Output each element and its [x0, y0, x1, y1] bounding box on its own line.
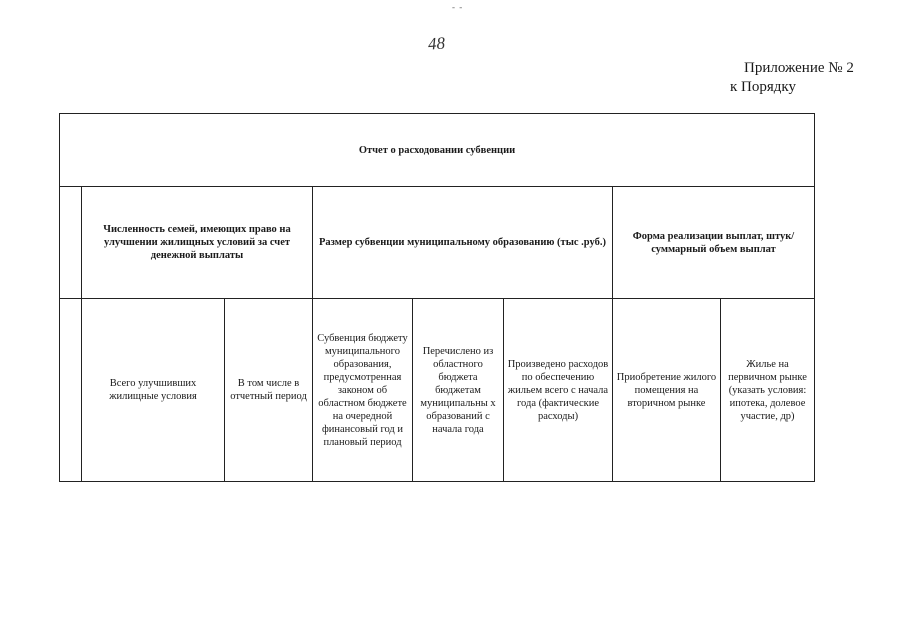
blank-narrow-cell: [60, 299, 82, 482]
table-column-header-row: [60, 299, 815, 482]
blank-narrow-cell: [60, 187, 82, 299]
column-header-total-improved: Всего улучшивших жилищные условия: [82, 299, 225, 482]
appendix-label: Приложение № 2: [744, 60, 854, 76]
column-header-transferred: Перечислено из областного бюджета бюджетам муниципальны х образований с начала года: [413, 299, 504, 482]
table-group-header-row: [60, 187, 815, 299]
group-header-families: Численность семей, имеющих право на улучшении жилищных условий за счет денежной выплаты: [82, 187, 313, 299]
column-header-secondary-market: Приобретение жилого помещения на вторичном рынке: [613, 299, 721, 482]
table-title-row: [60, 114, 815, 187]
page-number: 48: [427, 33, 446, 54]
subvention-report-table: [59, 113, 815, 482]
column-header-in-period: В том числе в отчетный период: [225, 299, 313, 482]
column-header-subvention-budget: Субвенция бюджету муниципального образования, предусмотренная законом об областном бюджете на очередной финансовый год и плановый период: [313, 299, 413, 482]
group-header-subvention-size: Размер субвенции муниципальному образованию (тыс .руб.): [313, 187, 613, 299]
table-title: Отчет о расходовании субвенции: [60, 114, 815, 187]
top-scan-mark: - -: [452, 2, 464, 12]
group-header-payment-form: Форма реализации выплат, штук/ суммарный объем выплат: [613, 187, 815, 299]
column-header-expenses: Произведено расходов по обеспечению жильем всего с начала года (фактические расходы): [504, 299, 613, 482]
column-header-primary-market: Жилье на первичном рынке (указать условия: ипотека, долевое участие, др): [721, 299, 815, 482]
appendix-reference: к Порядку: [730, 79, 796, 95]
